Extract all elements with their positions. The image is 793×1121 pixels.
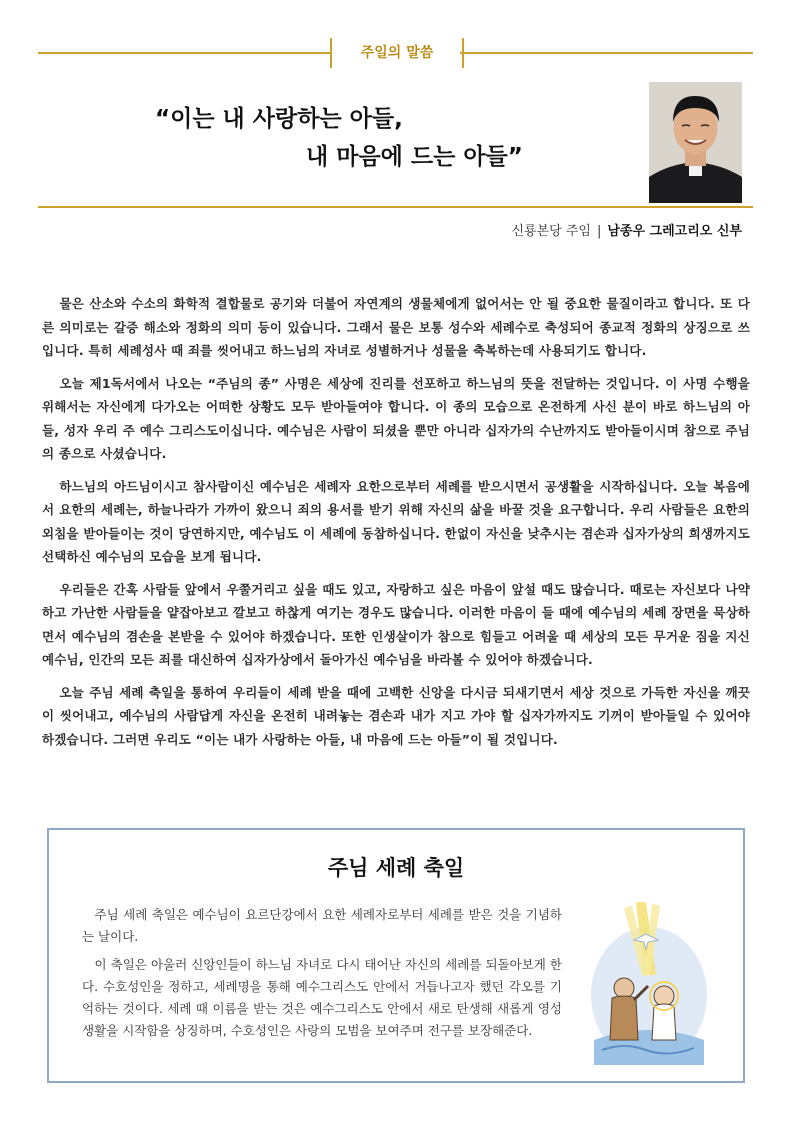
body-paragraph: 오늘 제1독서에서 나오는 “주님의 종” 사명은 세상에 진리를 선포하고 하느님의 뜻을 전달하는 것입니다. 이 사명 수행을 위해서는 자신에게 다가오는 어떠한 상황도 모두 받아들여야 합니다. 이 종의 모습으로 온전하게 사신 분이 바로 하느님의 아들, 성자 우리 주 예수 그리스도이십니다. 예수님은 사람이 되셨을 뿐만 아니라 십자가의 수난까지도 받아들이시며 참으로 주님의 종으로 사셨습니다. — [42, 375, 750, 461]
feast-paragraph: 이 축일은 아울러 신앙인들이 하느님 자녀로 다시 태어난 자신의 세례를 되돌아보게 한다. 수호성인을 정하고, 세례명을 통해 예수그리스도 안에서 거듭나고자 했던 각오를 기억하는 것이다. 세례 때 이름을 받는 것은 예수그리스도 안에서 새로 탄생해 새롭게 영성생활을 시작함을 상징하며, 수호성인은 사랑의 모범을 보여주며 전구를 보장해준다. — [82, 957, 562, 1038]
byline — [511, 220, 742, 239]
priest-portrait — [649, 82, 742, 203]
feast-box-text — [82, 904, 562, 1048]
byline-author: 남종우 그레고리오 신부 — [607, 224, 742, 239]
feast-paragraph: 주님 세례 축일은 예수님이 요르단강에서 요한 세례자로부터 세례를 받은 것을 기념하는 날이다. — [82, 907, 562, 944]
feast-box-title: 주님 세례 축일 — [327, 856, 465, 880]
body-paragraph: 오늘 주님 세례 축일을 통하여 우리들이 세례 받을 때에 고백한 신앙을 다시금 되새기면서 세상 것으로 가득한 자신을 깨끗이 씻어내고, 예수님의 사람답게 자신을 온전히 내려놓는 겸손과 내가 지고 가야 할 십자가까지도 기꺼이 받아들일 수 있어야 하겠습니다. 그러면 우리도 “이는 내가 사랑하는 아들, 내 마음에 드는 아들”이 될 것입니다. — [42, 684, 750, 747]
body-paragraph: 물은 산소와 수소의 화학적 결합물로 공기와 더불어 자연계의 생물체에게 없어서는 안 될 중요한 물질이라고 합니다. 또 다른 의미로는 갈증 해소와 정화의 의미 등이 있습니다. 그래서 물은 보통 성수와 세례수로 축성되어 종교적 정화의 상징으로 쓰입니다. 특히 세례성사 때 죄를 씻어내고 하느님의 자녀로 성별하거나 성물을 축복하는데 사용되기도 합니다. — [42, 296, 750, 358]
byline-role: 신룡본당 주임 — [511, 224, 591, 239]
quote-title-line2: 내 마음에 드는 아들” — [306, 144, 523, 170]
header-rule-left — [38, 52, 330, 54]
byline-separator: | — [596, 224, 602, 239]
body-paragraph: 하느님의 아드님이시고 참사람이신 예수님은 세례자 요한으로부터 세례를 받으시면서 공생활을 시작하십니다. 오늘 복음에서 요한의 세례는, 하늘나라가 가까이 왔으니 죄의 용서를 받기 위해 자신의 삶을 바꿀 것을 요구합니다. 우리 사람들은 요한의 외침을 받아들이는 것이 당연하지만, 예수님도 이 세례에 동참하십니다. 한없이 자신을 낮추시는 겸손과 십자가상의 희생까지도 선택하신 예수님의 모습을 보게 됩니다. — [42, 478, 750, 564]
header-rule-right — [460, 52, 753, 54]
header-rule-bottom — [38, 206, 753, 208]
feast-info-box — [47, 828, 745, 1083]
baptism-illustration — [584, 900, 714, 1065]
quote-title-line1: “이는 내 사랑하는 아들, — [155, 106, 403, 132]
section-label: 주일의 말씀 — [330, 38, 464, 68]
homily-body — [42, 292, 750, 760]
body-paragraph: 우리들은 간혹 사람들 앞에서 우쭐거리고 싶을 때도 있고, 자랑하고 싶은 마음이 앞설 때도 많습니다. 때로는 자신보다 나약하고 가난한 사람들을 얕잡아보고 깔보고 하찮게 여기는 경우도 많습니다. 이러한 마음이 들 때에 예수님의 세례 장면을 묵상하면서 예수님의 겸손을 본받을 수 있어야 하겠습니다. 또한 인생살이가 참으로 힘들고 어려울 때 세상의 모든 무거운 짐을 지신 예수님, 인간의 모든 죄를 대신하여 십자가상에서 돌아가신 예수님을 바라볼 수 있어야 하겠습니다. — [42, 581, 750, 667]
